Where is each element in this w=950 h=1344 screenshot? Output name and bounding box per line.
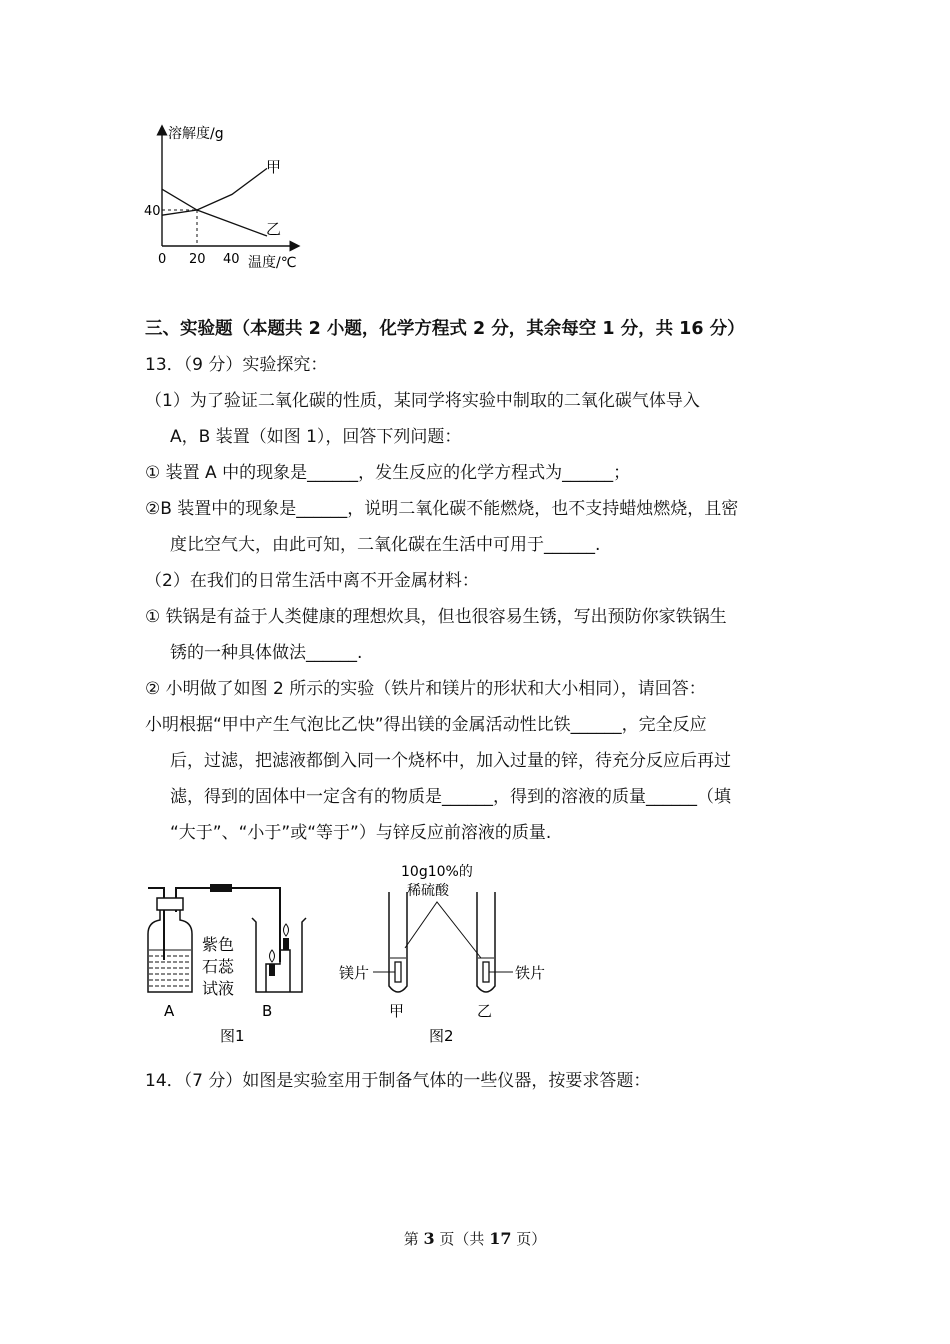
pointer-lines — [405, 902, 481, 958]
section3-title: 三、实验题（本题共 2 小题，化学方程式 2 分，其余每空 1 分，共 16 分） — [145, 319, 745, 339]
q13-p2-item-c-line4: “大于”、“小于”或“等于”）与锌反应前溶液的质量. — [170, 823, 552, 843]
q13-p2-item-c-line2: 后，过滤，把滤液都倒入同一个烧杯中，加入过量的锌，待充分反应后再过 — [170, 751, 731, 771]
q13-p2-item-b: ② 小明做了如图 2 所示的实验（铁片和镁片的形状和大小相同），请回答： — [145, 679, 706, 699]
footer-total-pages: 17 — [489, 1229, 512, 1248]
candle-upper — [283, 938, 289, 950]
page-footer — [0, 1228, 950, 1249]
magnesium-label: 镁片 — [339, 964, 370, 982]
litmus-label-3: 试液 — [202, 979, 235, 998]
footer-pre: 第 — [403, 1230, 424, 1248]
iron-strip — [483, 962, 489, 982]
y-tick-40: 40 — [144, 204, 161, 219]
footer-post: 页） — [511, 1230, 547, 1248]
q14-title: 14．（7 分）如图是实验室用于制备气体的一些仪器，按要求答题： — [145, 1071, 651, 1091]
flame-lower-icon — [270, 950, 275, 962]
q13-p2-item-a-line2: 锈的一种具体做法______. — [170, 643, 363, 663]
acid-label-2: 稀硫酸 — [407, 883, 449, 899]
x-tick-40: 40 — [223, 252, 240, 267]
q13-p2-item-a-line1: ① 铁锅是有益于人类健康的理想炊具，但也很容易生锈，写出预防你家铁锅生 — [145, 607, 727, 627]
series-jia-line — [162, 168, 267, 215]
footer-page-number: 3 — [423, 1229, 435, 1248]
series-yi-label: 乙 — [266, 220, 282, 238]
series-jia-label: 甲 — [266, 158, 282, 176]
tube-label-jia: 甲 — [389, 1002, 405, 1020]
q13-p1-item-b-line2: 度比空气大，由此可知，二氧化碳在生活中可用于______. — [170, 535, 601, 555]
iron-label: 铁片 — [515, 964, 546, 982]
tube-label-yi: 乙 — [477, 1002, 493, 1020]
q13-p2-item-c-line3: 滤，得到的固体中一定含有的物质是______，得到的溶液的质量______（填 — [170, 787, 731, 807]
q13-p1-item-a: ① 装置 A 中的现象是______，发生反应的化学方程式为______； — [145, 463, 631, 483]
q13-title: 13．（9 分）实验探究： — [145, 355, 328, 375]
solubility-chart — [140, 118, 320, 273]
litmus-label-2: 石蕊 — [202, 957, 235, 976]
q13-p2-item-c-line1: 小明根据“甲中产生气泡比乙快”得出镁的金属活动性比铁______，完全反应 — [145, 715, 707, 735]
magnesium-strip — [395, 962, 401, 982]
label-b: B — [262, 1002, 273, 1020]
q13-p1-item-b-line1: ②B 装置中的现象是______，说明二氧化碳不能燃烧，也不支持蜡烛燃烧，且密 — [145, 499, 739, 519]
flame-upper-icon — [284, 924, 289, 936]
figure-2-caption: 图2 — [429, 1027, 454, 1045]
rubber-connector — [210, 884, 232, 892]
figure-1-apparatus — [140, 870, 320, 1050]
footer-mid: 页（共 — [434, 1230, 490, 1248]
x-axis-label: 温度/℃ — [248, 255, 297, 271]
x-tick-20: 20 — [189, 252, 206, 267]
candle-lower — [269, 964, 275, 976]
bottle-stopper — [157, 898, 183, 910]
litmus-solution — [149, 950, 191, 986]
label-a: A — [164, 1002, 175, 1020]
litmus-label-1: 紫色 — [202, 935, 235, 954]
q13-p1-line1: （1）为了验证二氧化碳的性质，某同学将实验中制取的二氧化碳气体导入 — [145, 391, 700, 411]
q13-p2-title: （2）在我们的日常生活中离不开金属材料： — [145, 571, 479, 591]
figure-2-test-tubes — [335, 858, 555, 1050]
x-tick-0: 0 — [158, 252, 167, 267]
acid-label-1: 10g10%的 — [401, 864, 473, 880]
figure-1-caption: 图1 — [220, 1027, 245, 1045]
q13-p1-line2: A，B 装置（如图 1），回答下列问题： — [170, 427, 462, 447]
y-axis-label: 溶解度/g — [168, 126, 224, 142]
